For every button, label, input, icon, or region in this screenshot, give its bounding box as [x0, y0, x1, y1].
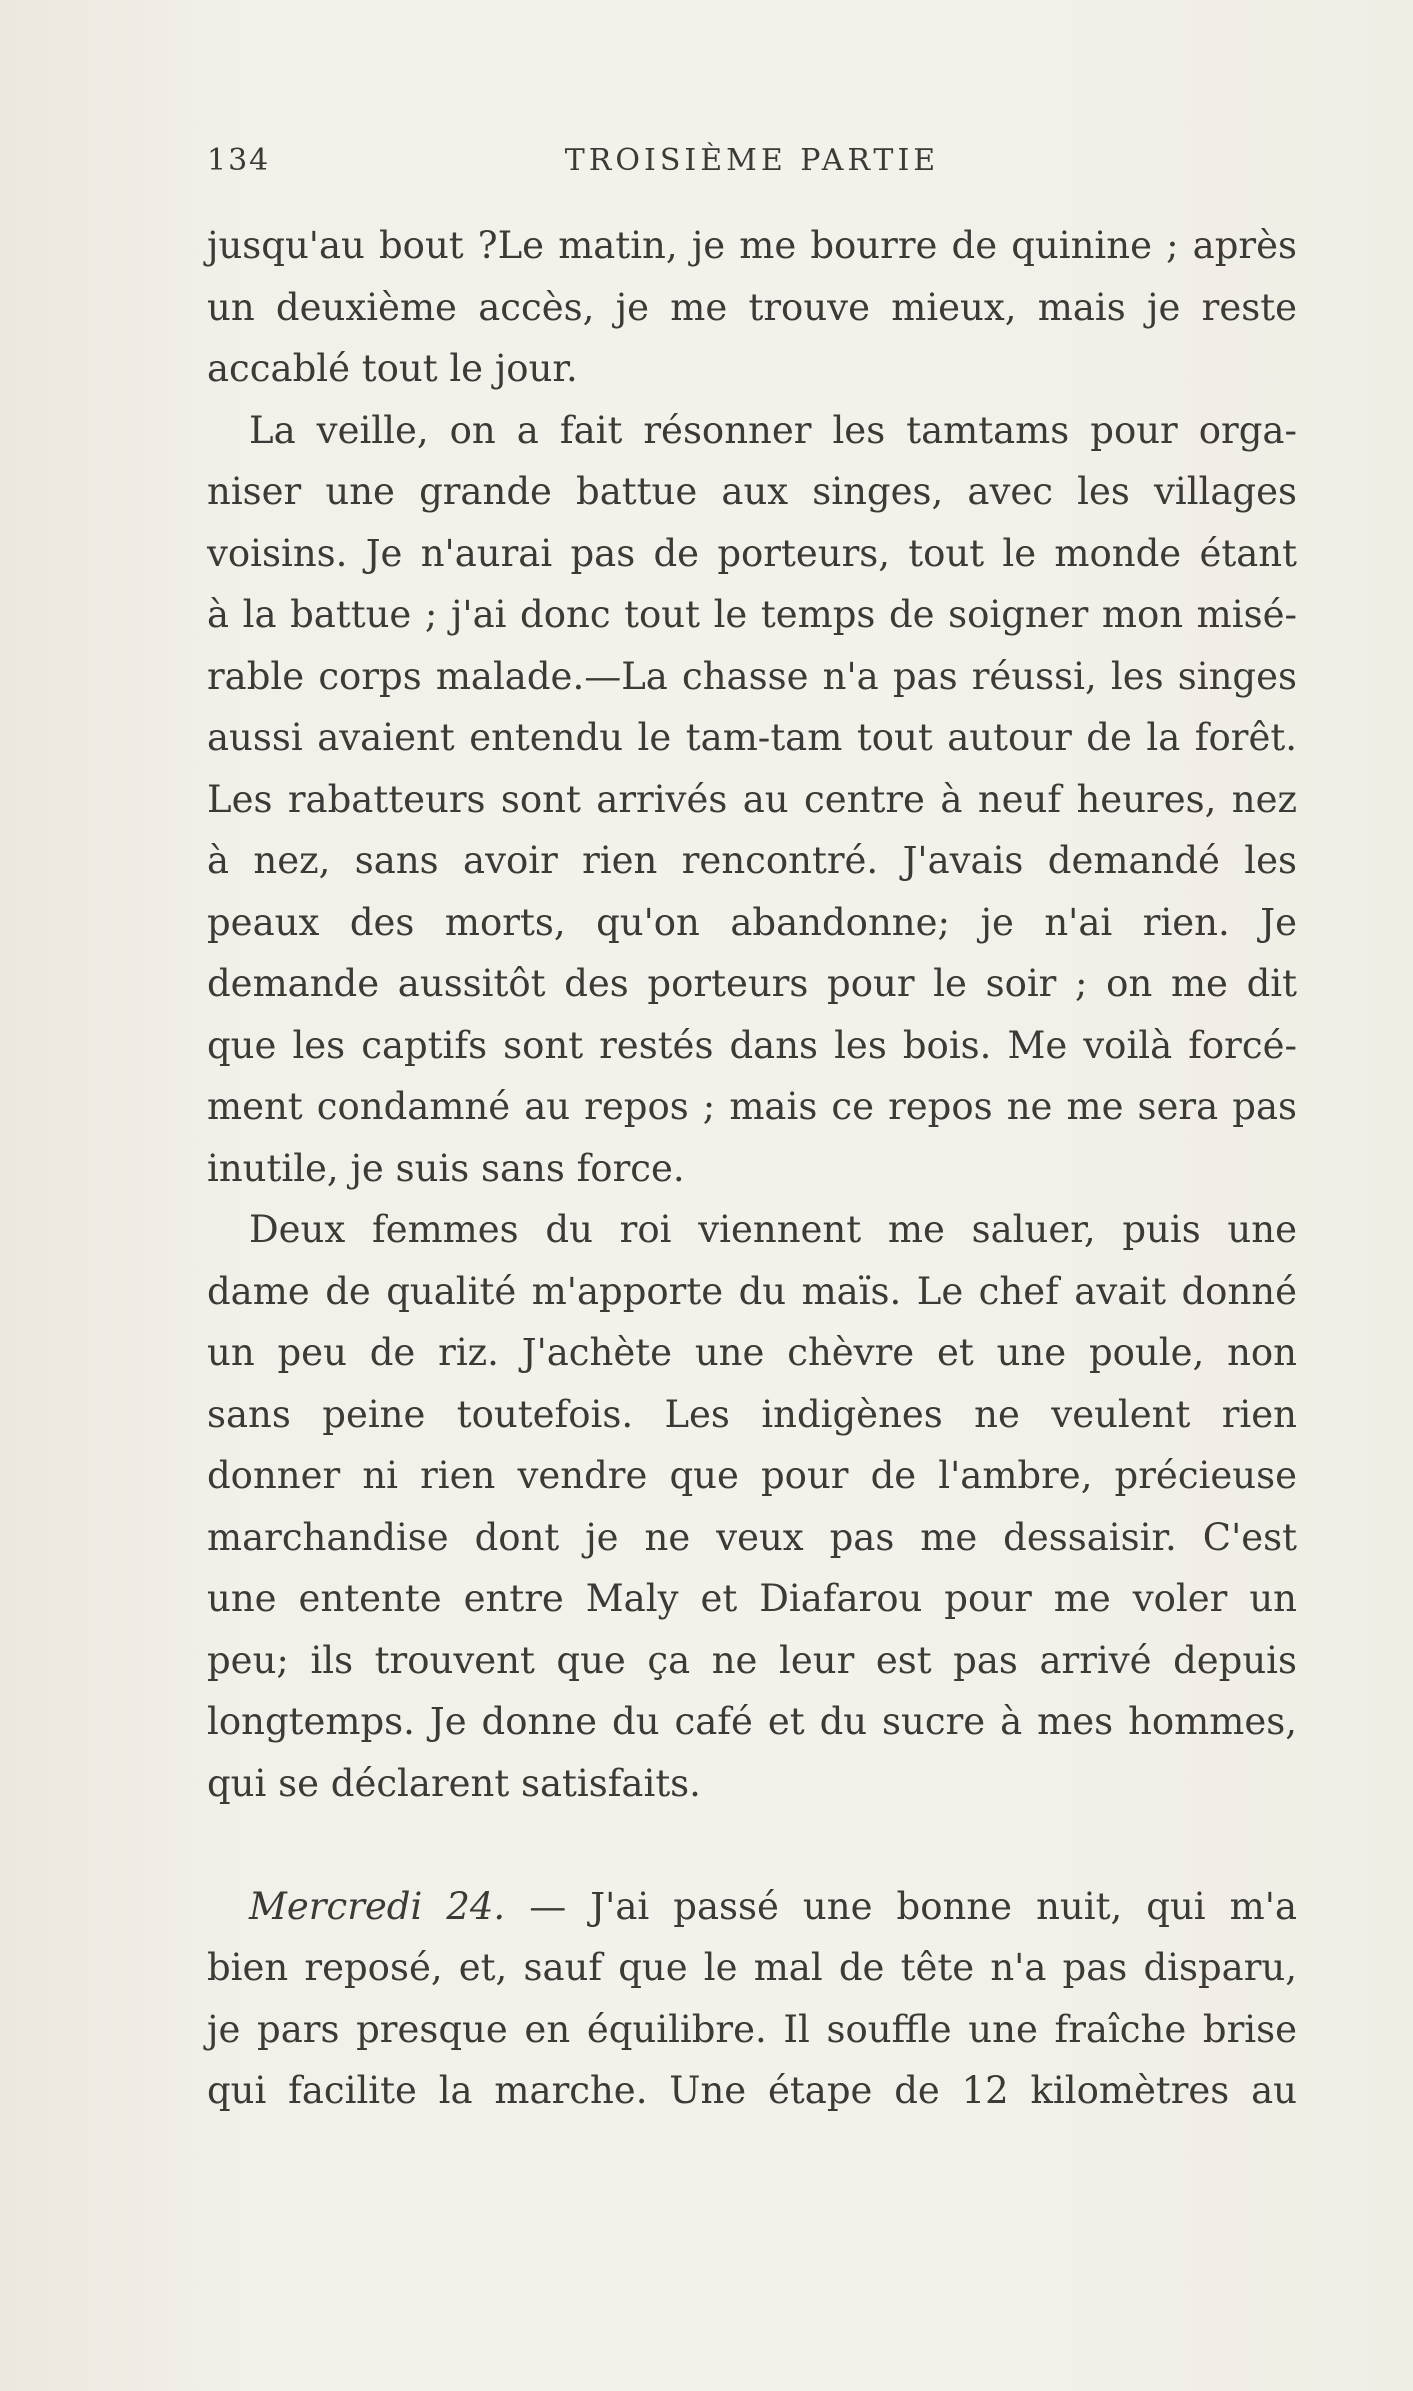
text-line: qui facilite la marche. Une étape de 12 kilomètres au	[207, 2069, 1297, 2112]
paragraph	[207, 400, 1297, 1200]
text-line: La veille, on a fait résonner les tamtams pour orga-	[249, 408, 1297, 452]
text-line: je pars presque en équilibre. Il souffle une fraîche brise	[207, 2007, 1297, 2051]
paragraph	[207, 215, 1297, 400]
text-line: un deuxième accès, je me trouve mieux, mais je reste	[207, 285, 1297, 329]
text-line: accablé tout le jour.	[207, 347, 578, 390]
paragraph	[207, 1199, 1297, 1814]
text-line: sans peine toutefois. Les indigènes ne veulent rien	[207, 1392, 1297, 1436]
page-number: 134	[207, 143, 271, 178]
running-title: TROISIÈME PARTIE	[564, 143, 940, 178]
text-line: dame de qualité m'apporte du maïs. Le chef avait donné	[207, 1269, 1297, 1313]
text-line: Les rabatteurs sont arrivés au centre à neuf heures, nez	[207, 777, 1297, 821]
text-line	[207, 1876, 1297, 1938]
text-line: voisins. Je n'aurai pas de porteurs, tout le monde étant	[207, 531, 1297, 575]
body-text	[207, 215, 1297, 2122]
text-line: un peu de riz. J'achète une chèvre et une poule, non	[207, 1331, 1297, 1374]
text-line: niser une grande battue aux singes, avec les villages	[207, 470, 1297, 513]
text-line: une entente entre Maly et Diafarou pour me voler un	[207, 1577, 1297, 1620]
text-line: jusqu'au bout ?Le matin, je me bourre de quinine ; après	[207, 224, 1297, 267]
text-line: qui se déclarent satisfaits.	[207, 1761, 701, 1805]
text-line: longtemps. Je donne du café et du sucre à mes hommes,	[207, 1700, 1297, 1743]
entry-text: — J'ai passé une bonne nuit, qui m'a	[505, 1884, 1297, 1928]
text-line: peu; ils trouvent que ça ne leur est pas arrivé depuis	[207, 1638, 1297, 1682]
text-line: bien reposé, et, sauf que le mal de tête n'a pas disparu,	[207, 1946, 1297, 1989]
text-line: que les captifs sont restés dans les bois. Me voilà forcé-	[207, 1023, 1297, 1067]
entry-date: Mercredi 24.	[249, 1884, 506, 1928]
text-line: ment condamné au repos ; mais ce repos ne me sera pas	[207, 1085, 1297, 1128]
text-line: inutile, je suis sans force.	[207, 1146, 685, 1190]
text-line: peaux des morts, qu'on abandonne; je n'ai rien. Je	[207, 900, 1297, 944]
running-head	[207, 143, 1297, 191]
text-line: aussi avaient entendu le tam-tam tout autour de la forêt.	[207, 716, 1297, 759]
paragraph	[207, 1876, 1297, 2122]
text-line: rable corps malade.—La chasse n'a pas réussi, les singes	[207, 654, 1297, 698]
text-line: demande aussitôt des porteurs pour le soir ; on me dit	[207, 962, 1297, 1005]
text-line: donner ni rien vendre que pour de l'ambre, précieuse	[207, 1454, 1297, 1497]
text-line: à nez, sans avoir rien rencontré. J'avais demandé les	[207, 839, 1297, 882]
text-line: marchandise dont je ne veux pas me dessaisir. C'est	[207, 1515, 1297, 1559]
text-line: Deux femmes du roi viennent me saluer, puis une	[249, 1208, 1297, 1251]
text-line: à la battue ; j'ai donc tout le temps de soigner mon misé-	[207, 593, 1297, 636]
section-gap	[207, 1814, 1297, 1876]
